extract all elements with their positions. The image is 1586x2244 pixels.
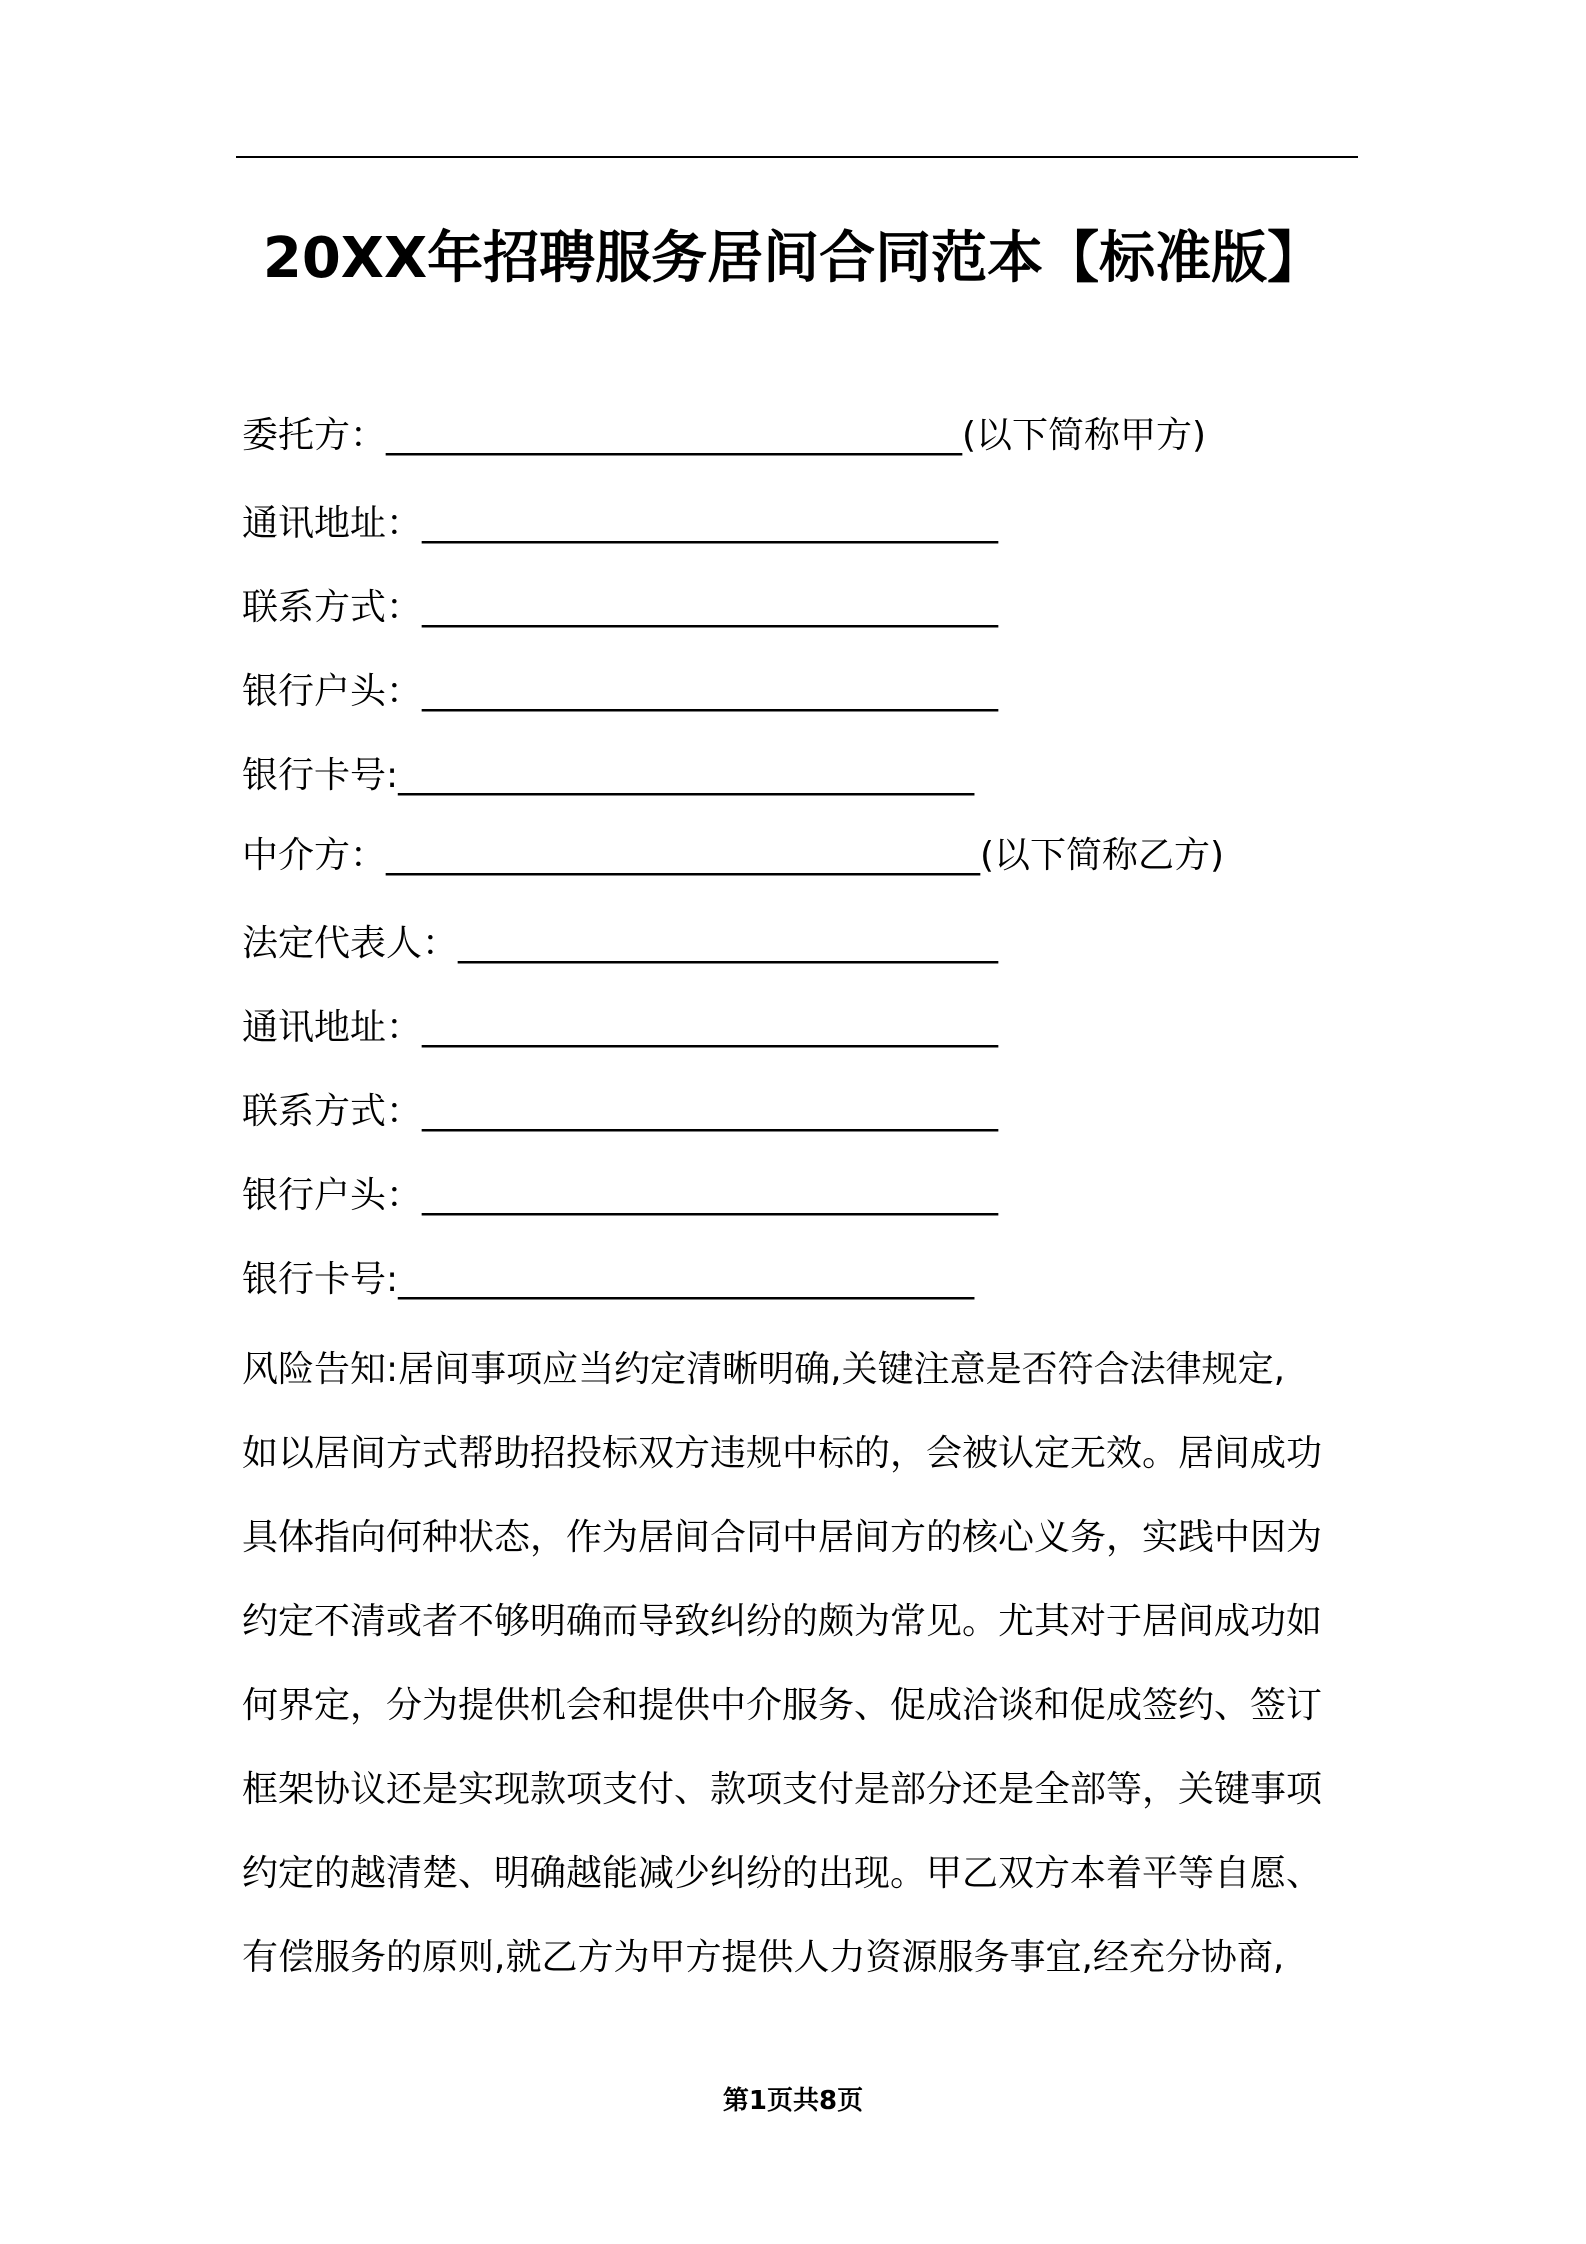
paragraph-line: 框架协议还是实现款项支付、款项支付是部分还是全部等，关键事项: [242, 1769, 1323, 1810]
paragraph-line: 有偿服务的原则,就乙方为甲方提供人力资源服务事宜,经充分协商,: [242, 1937, 1285, 1978]
paragraph-line: 如以居间方式帮助招投标双方违规中标的，会被认定无效。居间成功: [242, 1433, 1323, 1474]
field-client-bank-card: 银行卡号:________________________________: [242, 755, 975, 796]
paragraph-line: 具体指向何种状态，作为居间合同中居间方的核心义务，实践中因为: [242, 1517, 1323, 1558]
paragraph-line: 风险告知:居间事项应当约定清晰明确,关键注意是否符合法律规定,: [242, 1349, 1286, 1390]
field-client-address: 通讯地址：________________________________: [242, 503, 999, 544]
field-agent-bank-account-name: 银行户头：________________________________: [242, 1175, 999, 1216]
document-title: 20XX年招聘服务居间合同范本【标准版】: [262, 226, 1324, 291]
field-client-bank-account-name: 银行户头：________________________________: [242, 671, 999, 712]
field-client-contact: 联系方式：________________________________: [242, 587, 999, 628]
field-agent: 中介方：_________________________________(以下简称乙方): [242, 835, 1225, 876]
page-number: 第1页共8页: [722, 2086, 864, 2116]
risk-notice-paragraph: [242, 1328, 1360, 2000]
header-rule: [236, 156, 1358, 158]
field-legal-representative: 法定代表人：______________________________: [242, 923, 999, 964]
paragraph-line: 约定的越清楚、明确越能减少纠纷的出现。甲乙双方本着平等自愿、: [242, 1853, 1323, 1894]
paragraph-line: 约定不清或者不够明确而导致纠纷的颇为常见。尤其对于居间成功如: [242, 1601, 1323, 1642]
field-client: 委托方：________________________________(以下简称甲方): [242, 415, 1207, 456]
field-agent-bank-card: 银行卡号:________________________________: [242, 1259, 975, 1300]
field-agent-address: 通讯地址：________________________________: [242, 1007, 999, 1048]
paragraph-line: 何界定，分为提供机会和提供中介服务、促成洽谈和促成签约、签订: [242, 1685, 1323, 1726]
field-agent-contact: 联系方式：________________________________: [242, 1091, 999, 1132]
